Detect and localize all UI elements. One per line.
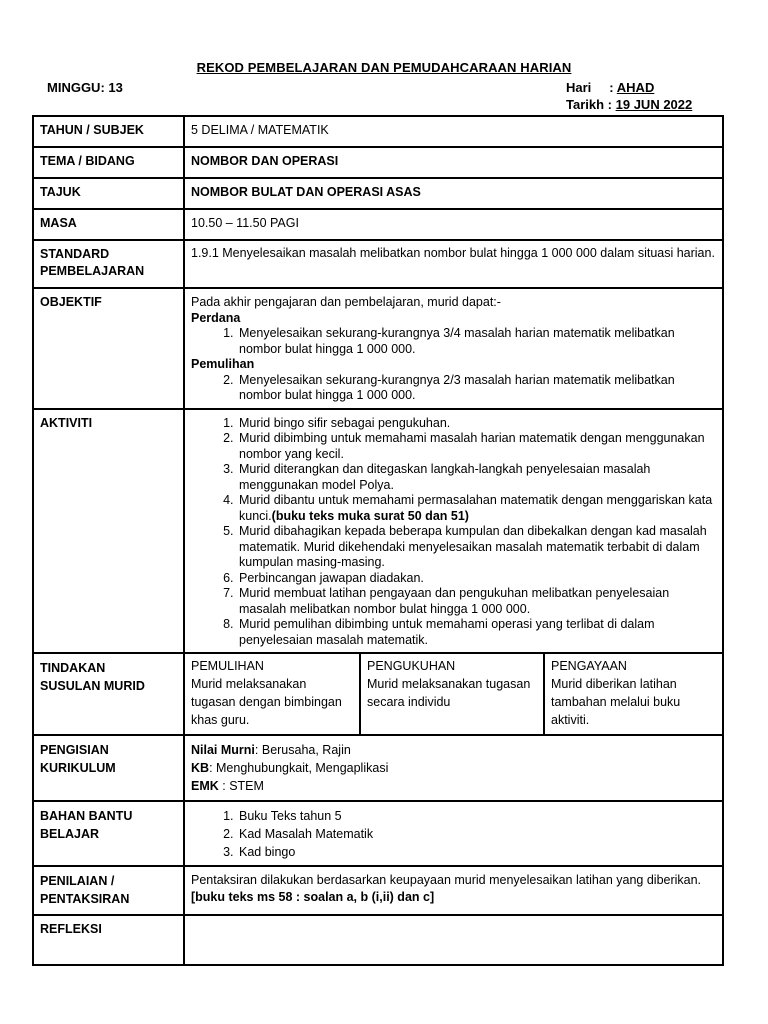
follow-up-cell: [184, 653, 723, 735]
column-heading: PEMULIHAN: [191, 659, 264, 673]
curriculum-cell: [184, 735, 723, 801]
row-label-line: PENGISIAN: [40, 743, 109, 757]
table-row: [33, 801, 723, 866]
page-title: REKOD PEMBELAJARAN DAN PEMUDAHCARAAN HARIAN: [196, 60, 572, 75]
list-item: 6. Perbincangan jawapan diadakan.: [237, 571, 716, 587]
column-text: Murid melaksanakan tugasan dengan bimbingan khas guru.: [191, 677, 342, 727]
row-label-line: PENTAKSIRAN: [40, 892, 130, 906]
objective-group-pemulihan: Pemulihan: [191, 357, 255, 371]
day-label: Hari: [566, 80, 592, 95]
reflection-value: [184, 915, 723, 965]
table-row: [33, 178, 723, 209]
time-value: 10.50 – 11.50 PAGI: [184, 209, 723, 240]
table-row: [33, 116, 723, 147]
objective-cell: [184, 288, 723, 409]
row-label-line: BELAJAR: [40, 827, 100, 841]
list-item: 1. Buku Teks tahun 5: [237, 807, 716, 825]
list-item: 2. Murid dibimbing untuk memahami masalah harian matematik dengan menggunakan nombor yang kecil.: [237, 431, 716, 462]
date-label: Tarikh :: [566, 97, 612, 112]
row-label: [33, 735, 184, 801]
assessment-reference: [buku teks ms 58 : soalan a, b (i,ii) dan c]: [191, 890, 435, 904]
emk-label: EMK: [191, 779, 219, 793]
row-label-line: PENILAIAN /: [40, 874, 115, 888]
list-item-text: Murid dibantu untuk memahami permasalahan matematik dengan menggariskan kata kunci.: [239, 493, 713, 523]
table-row: [33, 209, 723, 240]
table-row: [33, 409, 723, 654]
row-label-line: STANDARD: [40, 247, 110, 261]
follow-up-pengukuhan: [359, 654, 543, 734]
row-label: [33, 240, 184, 288]
row-label: TAHUN / SUBJEK: [33, 116, 184, 147]
list-item: 5. Murid dibahagikan kepada beberapa kumpulan dan dibekalkan dengan kad masalah matematik. Murid dikehendaki menyelesaikan masalah matematik terbabit di dalam kumpulan masing-masing.: [237, 524, 716, 571]
kb-value: : Menghubungkait, Mengaplikasi: [209, 761, 389, 775]
table-row: [33, 288, 723, 409]
list-item: [237, 493, 716, 524]
follow-up-pengayaan: [543, 654, 722, 734]
day-row: [566, 80, 654, 95]
row-label: [33, 866, 184, 915]
kb-label: KB: [191, 761, 210, 775]
objective-intro: Pada akhir pengajaran dan pembelajaran, murid dapat:-: [191, 295, 501, 309]
row-label-line: TINDAKAN: [40, 661, 106, 675]
follow-up-pemulihan: [185, 654, 359, 734]
table-row: [33, 735, 723, 801]
assessment-text: Pentaksiran dilakukan berdasarkan keupayaan murid menyelesaikan latihan yang diberikan.: [191, 873, 702, 887]
row-label-line: BAHAN BANTU: [40, 809, 133, 823]
day-separator: :: [609, 80, 614, 95]
activity-list: [191, 416, 716, 649]
day-value: AHAD: [616, 80, 655, 95]
table-row: [33, 240, 723, 288]
column-text: Murid melaksanakan tugasan secara individu: [367, 677, 531, 709]
column-heading: PENGUKUHAN: [367, 659, 456, 673]
row-label-line: KURIKULUM: [40, 761, 116, 775]
row-label: REFLEKSI: [33, 915, 184, 965]
date-value: 19 JUN 2022: [615, 97, 693, 112]
theme-value: NOMBOR DAN OPERASI: [184, 147, 723, 178]
list-item: 7. Murid membuat latihan pengayaan dan pengukuhan melibatkan penyelesaian masalah melibatkan nombor bulat hingga 1 000 000.: [237, 586, 716, 617]
objective-list: [191, 373, 716, 404]
textbook-reference: (buku teks muka surat 50 dan 51): [271, 508, 469, 523]
week-label: MINGGU: 13: [47, 80, 123, 95]
table-row: [33, 915, 723, 965]
objective-group-perdana: Perdana: [191, 310, 241, 325]
list-item: 8. Murid pemulihan dibimbing untuk memahami operasi yang terlibat di dalam penyelesaian masalah matematik.: [237, 617, 716, 648]
emk-value: : STEM: [218, 779, 264, 793]
row-label-line: SUSULAN MURID: [40, 679, 145, 693]
date-row: [566, 97, 692, 112]
list-item: 1. Murid bingo sifir sebagai pengukuhan.: [237, 416, 716, 432]
row-label: OBJEKTIF: [33, 288, 184, 409]
nilai-value: : Berusaha, Rajin: [254, 743, 351, 757]
row-label: [33, 801, 184, 866]
row-label: AKTIVITI: [33, 409, 184, 654]
lesson-plan-table: [32, 115, 724, 966]
list-item: 2. Menyelesaikan sekurang-kurangnya 2/3 masalah harian matematik melibatkan nombor bulat hingga 1 000 000.: [237, 373, 716, 404]
list-item: 3. Kad bingo: [237, 843, 716, 861]
table-row: [33, 147, 723, 178]
row-label: [33, 653, 184, 735]
activity-cell: [184, 409, 723, 654]
assessment-cell: [184, 866, 723, 915]
objective-list: [191, 326, 716, 357]
list-item: 1. Menyelesaikan sekurang-kurangnya 3/4 masalah harian matematik melibatkan nombor bulat hingga 1 000 000.: [237, 326, 716, 357]
row-label: TAJUK: [33, 178, 184, 209]
row-label: TEMA / BIDANG: [33, 147, 184, 178]
year-subject-value: 5 DELIMA / MATEMATIK: [184, 116, 723, 147]
list-item: 3. Murid diterangkan dan ditegaskan langkah-langkah penyelesaian masalah menggunakan model Polya.: [237, 462, 716, 493]
row-label: MASA: [33, 209, 184, 240]
materials-cell: [184, 801, 723, 866]
list-item: 2. Kad Masalah Matematik: [237, 825, 716, 843]
standard-value: 1.9.1 Menyelesaikan masalah melibatkan nombor bulat hingga 1 000 000 dalam situasi harian.: [184, 240, 723, 288]
materials-list: [191, 807, 716, 861]
nilai-label: Nilai Murni: [191, 743, 255, 757]
column-heading: PENGAYAAN: [551, 659, 627, 673]
table-row: [33, 866, 723, 915]
column-text: Murid diberikan latihan tambahan melalui buku aktiviti.: [551, 677, 681, 727]
table-row: [33, 653, 723, 735]
row-label-line: PEMBELAJARAN: [40, 264, 145, 278]
curriculum-line: [191, 777, 716, 795]
curriculum-line: [191, 741, 716, 759]
curriculum-line: [191, 759, 716, 777]
follow-up-columns: [185, 654, 722, 734]
topic-value: NOMBOR BULAT DAN OPERASI ASAS: [184, 178, 723, 209]
